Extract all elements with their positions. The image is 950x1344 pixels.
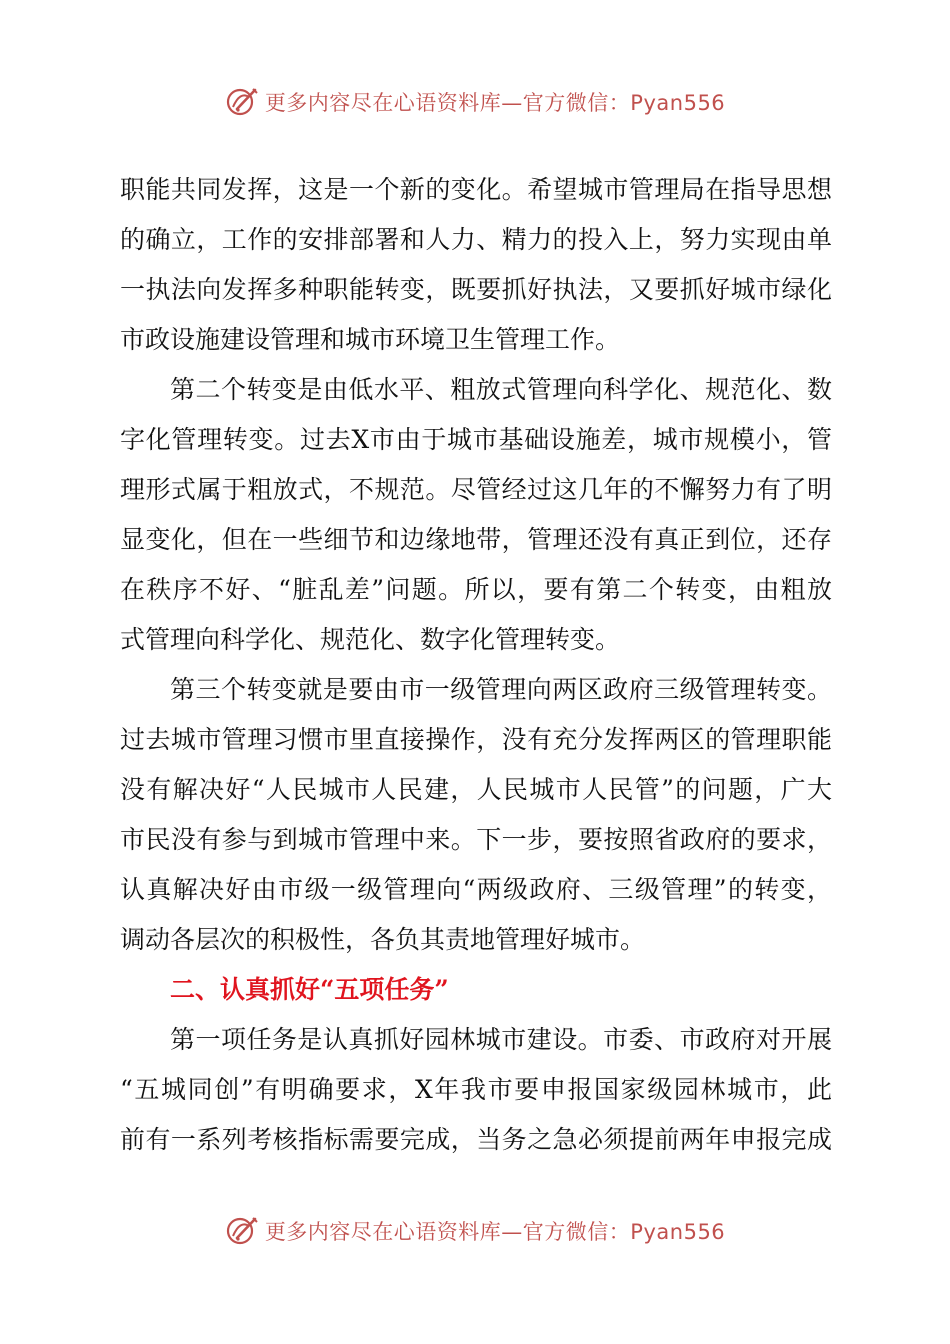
- paragraph-line: 前有一系列考核指标需要完成，当务之急必须提前两年申报完成: [120, 1125, 832, 1154]
- watermark-text: 更多内容尽在心语资料库—官方微信：Pyan556: [264, 91, 726, 115]
- paragraph-line: “五城同创”有明确要求，X年我市要申报国家级园林城市，此: [120, 1075, 832, 1104]
- footer-watermark: [0, 1211, 950, 1251]
- paragraph-line: 一执法向发挥多种职能转变，既要抓好执法，又要抓好城市绿化: [120, 275, 832, 304]
- section-heading: 二、认真抓好“五项任务”: [170, 975, 449, 1004]
- paragraph-line: 字化管理转变。过去X市由于城市基础设施差，城市规模小，管: [120, 425, 832, 454]
- header-watermark: [0, 82, 950, 122]
- watermark-text: 更多内容尽在心语资料库—官方微信：Pyan556: [264, 1220, 726, 1244]
- paragraph-line: 市民没有参与到城市管理中来。下一步，要按照省政府的要求，: [120, 825, 832, 854]
- document-body: [120, 165, 832, 1165]
- paragraph-line: 显变化，但在一些细节和边缘地带，管理还没有真正到位，还存: [120, 525, 832, 554]
- paragraph-line: 式管理向科学化、规范化、数字化管理转变。: [120, 625, 621, 654]
- paragraph-line: 理形式属于粗放式，不规范。尽管经过这几年的不懈努力有了明: [120, 475, 832, 504]
- pen-seal-logo-icon: [225, 85, 259, 119]
- paragraph-line: 认真解决好由市级一级管理向“两级政府、三级管理”的转变，: [120, 875, 832, 904]
- paragraph-line: 市政设施建设管理和城市环境卫生管理工作。: [120, 325, 621, 354]
- paragraph-line: 第三个转变就是要由市一级管理向两区政府三级管理转变。: [170, 675, 832, 704]
- paragraph-line: 职能共同发挥，这是一个新的变化。希望城市管理局在指导思想: [120, 175, 832, 204]
- paragraph-line: 的确立，工作的安排部署和人力、精力的投入上，努力实现由单: [120, 225, 832, 254]
- pen-seal-logo-icon: [225, 1214, 259, 1248]
- paragraph-line: 在秩序不好、“脏乱差”问题。所以，要有第二个转变，由粗放: [120, 575, 832, 604]
- paragraph-line: 第二个转变是由低水平、粗放式管理向科学化、规范化、数: [170, 375, 832, 404]
- paragraph-line: 没有解决好“人民城市人民建，人民城市人民管”的问题，广大: [120, 775, 832, 804]
- paragraph-line: 调动各层次的积极性，各负其责地管理好城市。: [120, 925, 646, 954]
- paragraph-line: 第一项任务是认真抓好园林城市建设。市委、市政府对开展: [170, 1025, 832, 1054]
- paragraph-line: 过去城市管理习惯市里直接操作，没有充分发挥两区的管理职能: [120, 725, 832, 754]
